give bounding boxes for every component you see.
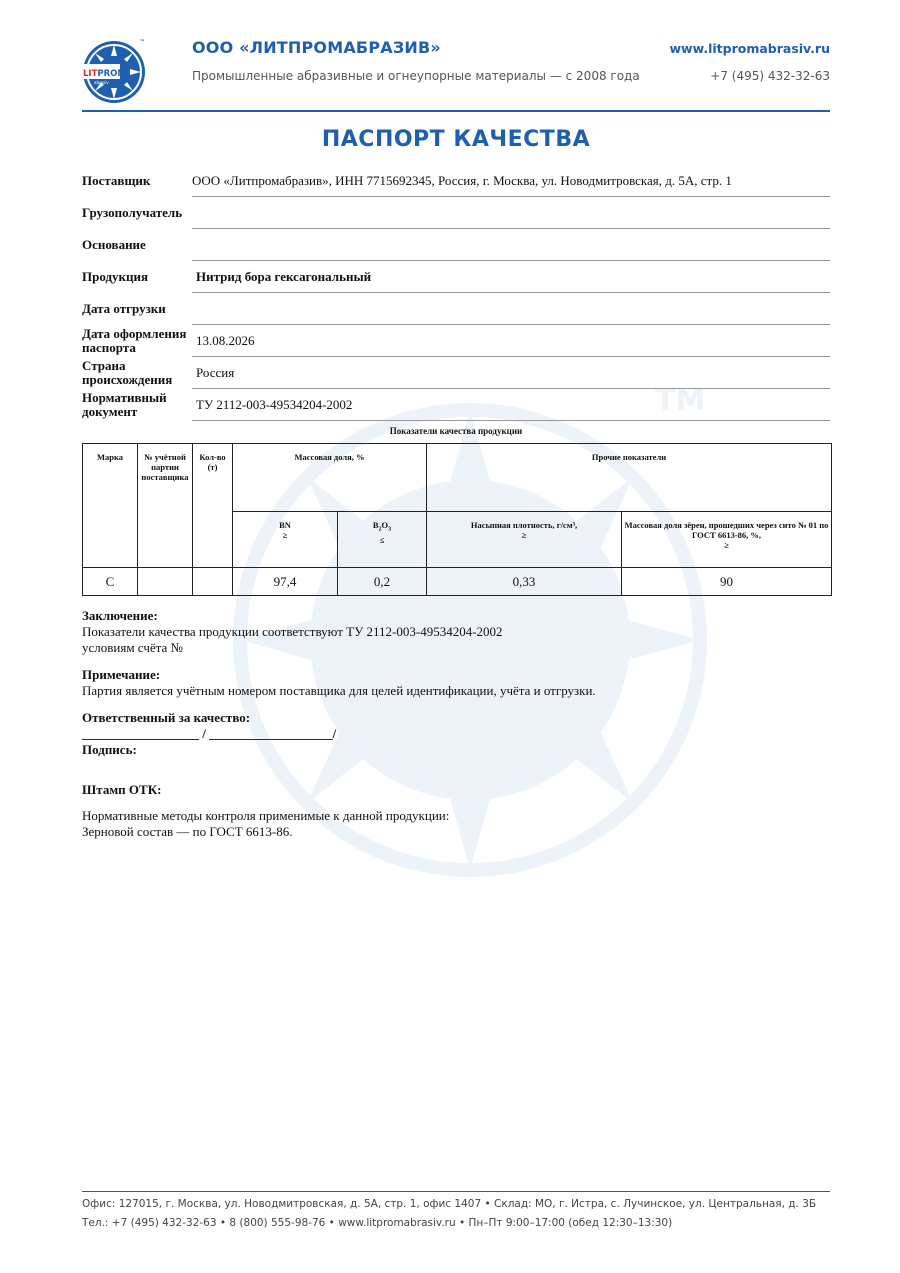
header-sieve: Массовая доля зёрен, прошедших через сито № 01 по ГОСТ 6613-86, %, ≥ — [622, 512, 832, 568]
field-label: Основание — [82, 237, 146, 252]
cell-bn: 97,4 — [233, 568, 338, 596]
stamp-section — [82, 782, 830, 798]
letterhead — [82, 28, 830, 112]
field-issue-date — [82, 325, 830, 357]
conclusion-line-1: Показатели качества продукции соответствуют ТУ 2112-003-49534204-2002 — [82, 624, 503, 639]
field-label: Поставщик — [82, 173, 151, 188]
field-label: Дата отгрузки — [82, 301, 166, 316]
methods-section — [82, 808, 830, 840]
field-value: Россия — [192, 357, 830, 389]
responsible-section — [82, 710, 830, 758]
header-mass-fraction: Массовая доля, % — [233, 444, 427, 512]
field-shipment-date — [82, 293, 830, 325]
header-batch: № учётной партии поставщика — [138, 444, 193, 568]
cell-qty — [193, 568, 233, 596]
conclusion-section — [82, 608, 830, 656]
field-value — [192, 229, 830, 261]
cell-batch — [138, 568, 193, 596]
field-label: Страна происхождения — [82, 358, 173, 387]
company-name: ООО «ЛИТПРОМАБРАЗИВ» — [192, 38, 441, 57]
table-row — [83, 568, 832, 596]
document-title: ПАСПОРТ КАЧЕСТВА — [321, 127, 591, 152]
note-heading: Примечание: — [82, 667, 161, 682]
header-grade: Марка — [83, 444, 138, 568]
note-text: Партия является учётным номером поставщика для целей идентификации, учёта и отгрузки. — [82, 683, 596, 698]
field-consignee — [82, 197, 830, 229]
quality-table-title: Показатели качества продукции — [389, 426, 523, 436]
stamp-heading: Штамп ОТК: — [82, 782, 162, 797]
field-value: ТУ 2112-003-49534204-2002 — [192, 389, 830, 421]
website-link[interactable]: www.litpromabrasiv.ru — [669, 41, 830, 56]
header-qty: Кол-во (т) — [193, 444, 233, 568]
header-bn: BN ≥ — [233, 512, 338, 568]
logo-sub-text: abrasiv — [94, 80, 109, 85]
conclusion-heading: Заключение: — [82, 608, 158, 623]
field-label: Продукция — [82, 269, 149, 284]
methods-line-2: Зерновой состав — по ГОСТ 6613-86. — [82, 824, 293, 839]
quality-table — [82, 443, 832, 596]
field-supplier — [82, 165, 830, 197]
page-footer — [82, 1191, 830, 1233]
passport-fields — [82, 165, 830, 421]
field-origin — [82, 357, 830, 389]
logo-lit-text: LITPROM — [83, 69, 126, 79]
header-other: Прочие показатели — [427, 444, 832, 512]
field-basis — [82, 229, 830, 261]
cell-b2o3: 0,2 — [338, 568, 427, 596]
trademark-symbol: ™ — [139, 39, 145, 46]
field-label: Грузополучатель — [82, 205, 183, 220]
conclusion-line-2: условиям счёта № — [82, 640, 183, 655]
footer-contacts: Тел.: +7 (495) 432-32-63 • 8 (800) 555-98-76 • www.litpromabrasiv.ru • Пн–Пт 9:00–17:00 (обед 12:30–13:30) — [82, 1217, 673, 1229]
company-tagline: Промышленные абразивные и огнеупорные материалы — с 2008 года — [192, 69, 640, 83]
cell-bulk-density: 0,33 — [427, 568, 622, 596]
phone-number: +7 (495) 432-32-63 — [710, 69, 830, 83]
field-standard — [82, 389, 830, 421]
footer-address: Офис: 127015, г. Москва, ул. Новодмитровская, д. 5А, стр. 1, офис 1407 • Склад: МО, г. Истра, с. Лучинское, ул. Центральная, д. 3Б — [82, 1198, 817, 1210]
header-bulk-density: Насыпная плотность, г/см³, ≥ — [427, 512, 622, 568]
svg-text:TM: TM — [655, 383, 706, 418]
field-value: Нитрид бора гексагональный — [192, 261, 830, 293]
note-section — [82, 667, 830, 699]
signature-line: __________________ / ___________________/ — [82, 726, 337, 741]
field-value — [192, 197, 830, 229]
company-logo — [82, 34, 148, 104]
responsible-heading: Ответственный за качество: — [82, 710, 251, 725]
cell-sieve: 90 — [622, 568, 832, 596]
signature-label: Подпись: — [82, 742, 137, 757]
field-label: Дата оформления паспорта — [82, 326, 187, 355]
field-value: 13.08.2026 — [192, 325, 830, 357]
cell-grade: С — [83, 568, 138, 596]
field-value: ООО «Литпромабразив», ИНН 7715692345, Россия, г. Москва, ул. Новодмитровская, д. 5А, стр. 1 — [192, 165, 830, 197]
field-value — [192, 293, 830, 325]
methods-line-1: Нормативные методы контроля применимые к данной продукции: — [82, 808, 450, 823]
header-b2o3: $B_2O_3$ ≤ — [338, 512, 427, 568]
field-label: Нормативный документ — [82, 390, 167, 419]
field-product — [82, 261, 830, 293]
